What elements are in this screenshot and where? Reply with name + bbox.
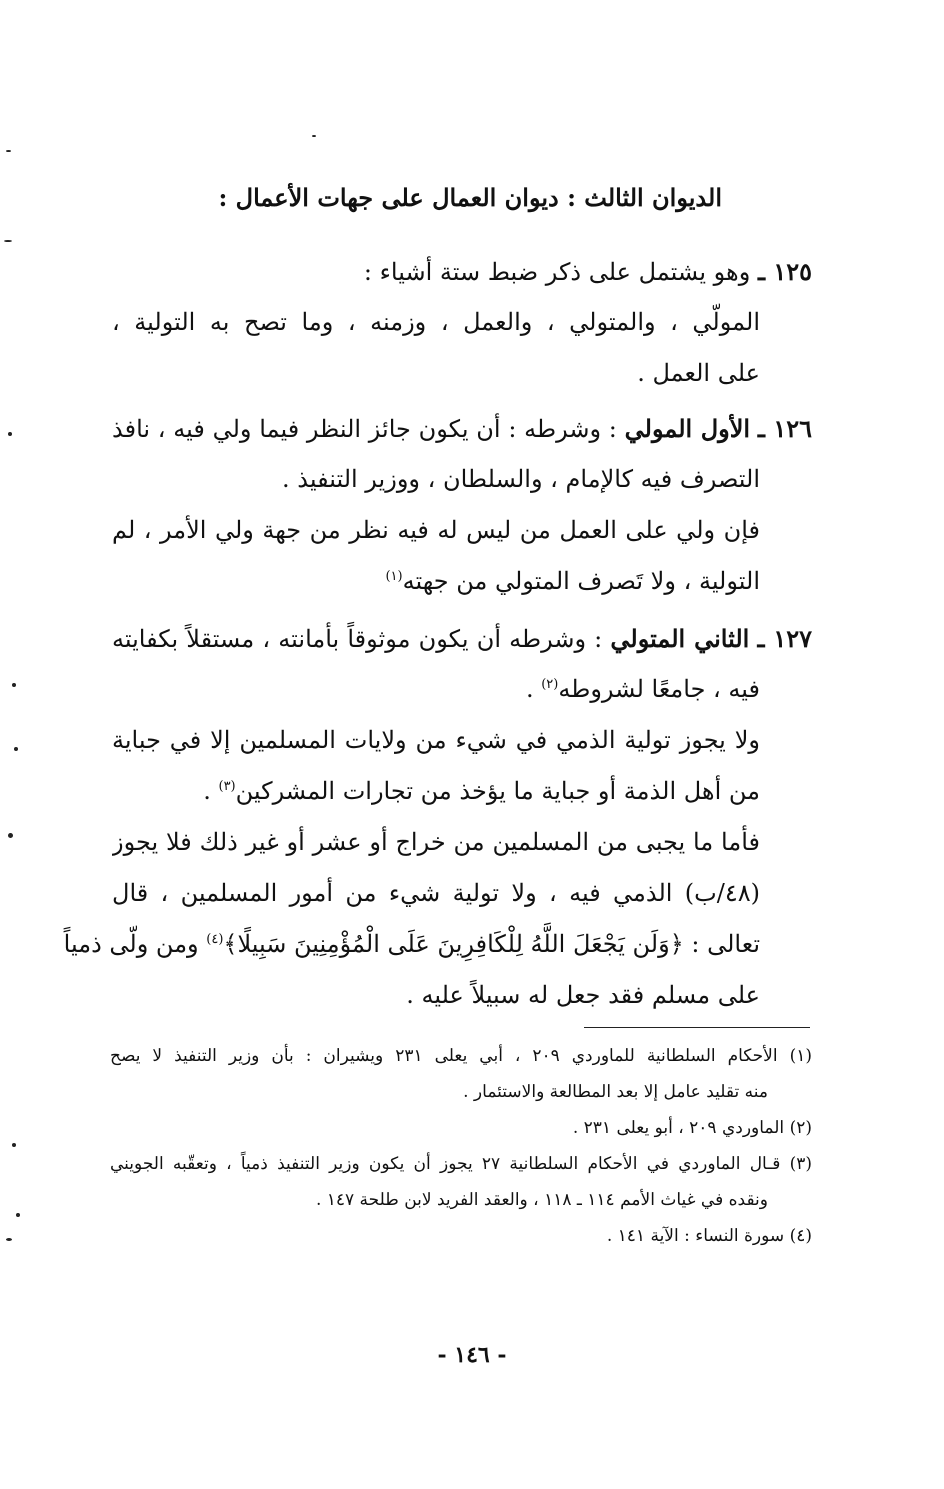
page-number: - ١٤٦ - [437,1342,507,1368]
footnote-line: ونقده في غياث الأمم ١١٤ ـ ١١٨ ، والعقد الفريد لابن طلحة ١٤٧ . [315,1190,768,1210]
footnote-line [110,1110,812,1146]
paragraph-lead: الأول المولي [624,414,751,443]
period: . [203,777,211,805]
paragraph-text: : وشرطه أن يكون موثوقاً بأمانته ، مستقلاً بكفايته [112,625,603,653]
scan-speck [8,833,13,838]
footnote-number: (٢) [789,1118,812,1138]
paragraph-number: ١٢٦ ـ [757,414,812,443]
paragraph-line [112,766,812,817]
paragraph-text: تعالى : [691,930,760,958]
paragraph-text: فيه ، جامعًا لشروطه [558,675,760,703]
footnote-ref: (١) [385,569,403,584]
scan-speck [6,150,11,152]
scan-speck [14,747,18,751]
paragraph-text: ومن ولّى ذمياً [63,930,199,958]
footnote-number: (١) [789,1046,812,1066]
paragraph-text: : وشرطه : أن يكون جائز النظر فيما ولي فيه ، نافذ [112,415,617,443]
paragraph-text: من أهل الذمة أو جباية ما يؤخذ من تجارات المشركين [235,777,760,805]
scan-speck [12,683,16,687]
paragraph-number: ١٢٥ ـ [757,257,812,286]
footnote-number: (٣) [789,1154,812,1174]
paragraph-lead: الثاني المتولي [610,624,750,653]
section-heading: الديوان الثالث : ديوان العمال على جهات الأعمال : [218,183,722,212]
paragraph-line: المولّي ، والمتولي ، والعمل ، وزمنه ، وما تصح به التولية ، [112,308,760,336]
paragraph-line [112,403,812,454]
paragraph-line: فإن ولي على العمل من ليس له فيه نظر من جهة ولي الأمر ، لم [112,516,760,544]
quran-bracket-close: ﴾ [223,930,238,958]
scan-speck [16,1213,20,1217]
footnote-text: سورة النساء : الآية ١٤١ . [606,1226,785,1246]
paragraph-line: التصرف فيه كالإمام ، والسلطان ، ووزير التنفيذ . [281,465,760,493]
paragraph-number: ١٢٧ ـ [757,624,812,653]
paragraph-line [112,556,812,607]
footnote-divider [584,1027,810,1028]
paragraph-126 [112,403,812,607]
paragraph-line: على مسلم فقد جعل له سبيلاً عليه . [406,981,760,1009]
paragraph-line: فأما ما يجبى من المسلمين من خراج أو عشر أو غير ذلك فلا يجوز [112,828,760,856]
footnote-number: (٤) [789,1226,812,1246]
footnote-ref: (٤) [206,932,224,947]
paragraph-125 [112,246,812,399]
quran-text: وَلَن يَجْعَلَ اللَّهُ لِلْكَافِرِينَ عَلَى الْمُؤْمِنِينَ سَبِيلًا [237,930,670,958]
footnote-ref: (٣) [218,779,236,794]
paragraph-line [112,246,812,297]
paragraph-line: على العمل . [637,359,760,387]
footnotes [110,1038,812,1254]
period: . [525,675,534,703]
quran-verse [223,930,683,958]
paragraph-127 [63,613,812,1021]
paragraph-line [112,613,812,664]
footnote-line: منه تقليد عامل إلا بعد المطالعة والاستئمار . [463,1082,768,1102]
footnote-line [110,1038,812,1074]
scan-speck [4,240,12,242]
footnote-text: الماوردي ٢٠٩ ، أبو يعلى ٢٣١ . [572,1118,785,1138]
footnote-text: قـال الماوردي في الأحكام السلطانية ٢٧ يجوز أن يكون وزير التنفيذ ذمياً ، وتعقّبه الجويني [110,1154,781,1174]
paragraph-line: ولا يجوز تولية الذمي في شيء من ولايات المسلمين إلا في جباية [112,726,760,754]
scan-speck [6,1238,12,1241]
paragraph-text: وهو يشتمل على ذكر ضبط ستة أشياء : [363,258,751,286]
paragraph-line: (٤٨/ب) الذمي فيه ، ولا تولية شيء من أمور المسلمين ، قال [112,879,760,907]
footnote-text: الأحكام السلطانية للماوردي ٢٠٩ ، أبي يعلى ٢٣١ ويشيران : بأن وزير التنفيذ لا يصح [110,1046,778,1066]
scan-speck [8,432,12,436]
quran-bracket-open: ﴿ [669,930,684,958]
paragraph-line [63,919,812,970]
paragraph-text: التولية ، ولا تَصرف المتولي من جهته [402,567,760,595]
paragraph-line [112,664,812,715]
scan-speck [312,135,316,137]
footnote-ref: (٢) [541,677,559,692]
scan-speck [12,1143,16,1147]
footnote-line [110,1146,812,1182]
footnote-line [110,1218,812,1254]
